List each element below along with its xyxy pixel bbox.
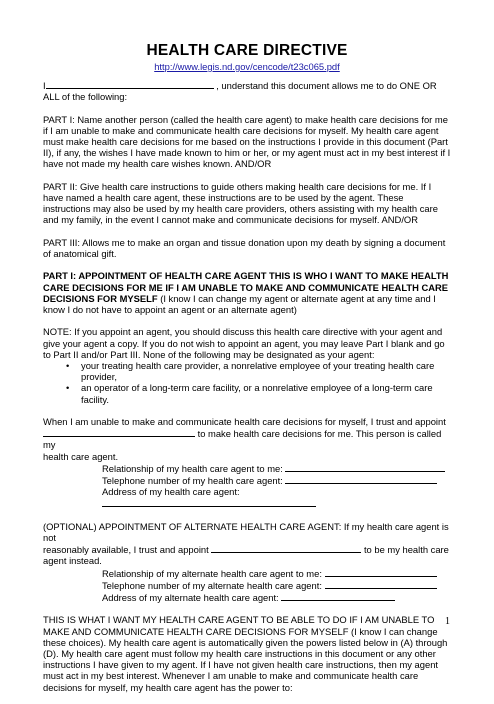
optional-line-2 [43, 543, 453, 566]
alternate-telephone-label: Telephone number of my alternate health care agent: [102, 579, 325, 591]
appointment-heading: PART I: APPOINTMENT OF HEALTH CARE AGENT THIS IS WHO I WANT TO MAKE HEALTH CARE DECISIONS FOR ME IF I AM UNABLE TO MAKE AND COMMUNICATE HEALTH CARE DECISIONS FOR MYSELF [43, 270, 449, 304]
agent-address-row [43, 486, 453, 509]
alternate-address-label: Address of my alternate health care agent: [102, 592, 282, 604]
intro-i: I [43, 80, 46, 91]
appoint-line-2 [43, 427, 453, 450]
agent-relationship-blank[interactable] [285, 462, 445, 472]
alternate-agent-name-blank[interactable] [211, 543, 361, 553]
powers-paragraph: THIS IS WHAT I WANT MY HEALTH CARE AGENT TO BE ABLE TO DO IF I AM UNABLE TO MAKE AND COMMUNICATE HEALTH CARE DECISIONS FOR MYSELF (I know I can change these choices). My health care agent is automatically given the powers listed below in (A) through (D). My health care agent must follow my health care instructions in this document or any other instructions I have given to my agent. If I have not given health care instructions, then my agent must act in my best interest. Whenever I am unable to make and communicate health care decisions for myself, my health care agent has the power to: [43, 614, 448, 693]
agent-name-blank[interactable] [43, 427, 195, 437]
source-link[interactable]: http://www.legis.nd.gov/cencode/t23c065.pdf [154, 61, 340, 72]
appoint-line-1: When I am unable to make and communicate health care decisions for myself, I trust and appoint [43, 416, 446, 427]
agent-address-blank[interactable] [102, 497, 316, 507]
agent-telephone-row [43, 474, 453, 486]
appointment-text: (I know I can change my agent or alternate agent at any time and I know I do not have to appoint an agent or an alternate agent) [43, 292, 436, 315]
intro-paragraph [43, 79, 453, 102]
agent-telephone-blank[interactable] [285, 474, 437, 484]
optional-line-2-tail: to be my health care agent instead. [43, 544, 449, 567]
agent-relationship-row [43, 462, 453, 474]
agent-telephone-label: Telephone number of my health care agent: [102, 475, 286, 487]
appoint-line-2-text: to make health care decisions for me. This person is called my [43, 428, 442, 451]
intro-text: , understand this document allows me to do ONE OR ALL of the following: [43, 80, 437, 103]
alternate-address-blank[interactable] [281, 591, 395, 601]
page-number: 1 [445, 616, 450, 627]
agent-relationship-label: Relationship of my health care agent to me: [102, 462, 286, 474]
name-blank[interactable] [46, 79, 214, 89]
alternate-relationship-label: Relationship of my alternate health care agent to me: [102, 567, 325, 579]
alternate-address-row [43, 591, 453, 603]
note-paragraph: NOTE: If you appoint an agent, you should discuss this health care directive with your agent and give your agent a copy. If you do not wish to appoint an agent, you may leave Part I blank and go to Part II and/or Part III. None of the following may be designated as your agent: [43, 326, 445, 360]
optional-line-1: (OPTIONAL) APPOINTMENT OF ALTERNATE HEALTH CARE AGENT: If my health care agent is not [43, 520, 449, 544]
list-item: • an operator of a long-term care facility, or a nonrelative employee of a long-term care facility. [81, 382, 453, 404]
alternate-agent-section [43, 521, 453, 603]
document-title: HEALTH CARE DIRECTIVE [146, 42, 348, 59]
agent-appointment-section [43, 416, 453, 510]
alternate-telephone-blank[interactable] [325, 579, 437, 589]
optional-line-2-text: reasonably available, I trust and appoint [43, 544, 212, 556]
part1-paragraph: PART I: Name another person (called the health care agent) to make health care decisions for me if I am unable to make and communicate health care decisions for myself. My health care agent must make health care decisions for me based on the instructions I provide in this document (Part II), if any, the wishes I have made known to him or her, or my agent must act in my best interest if I have not made my health care wishes known. AND/OR [43, 113, 451, 170]
alternate-relationship-blank[interactable] [325, 567, 437, 577]
list-item: • your treating health care provider, a nonrelative employee of your treating health care provider, [81, 360, 453, 382]
part3-paragraph: PART III: Allows me to make an organ and tissue donation upon my death by signing a document of anatomical gift. [43, 236, 446, 259]
appointment-paragraph [43, 270, 453, 315]
appoint-line-3: health care agent. [43, 450, 119, 462]
ineligible-agent-list [43, 360, 453, 405]
agent-address-label: Address of my health care agent: [102, 486, 240, 498]
part2-paragraph: PART II: Give health care instructions to guide others making health care decisions for me. If I have named a health care agent, these instructions are to be used by the agent. These instructions may also be used by my health care providers, others assisting with my health care and my family, in the event I cannot make and communicate decisions for myself. AND/OR [43, 180, 438, 226]
document-body [43, 79, 453, 704]
alternate-telephone-row [43, 579, 453, 591]
alternate-relationship-row [43, 567, 453, 579]
